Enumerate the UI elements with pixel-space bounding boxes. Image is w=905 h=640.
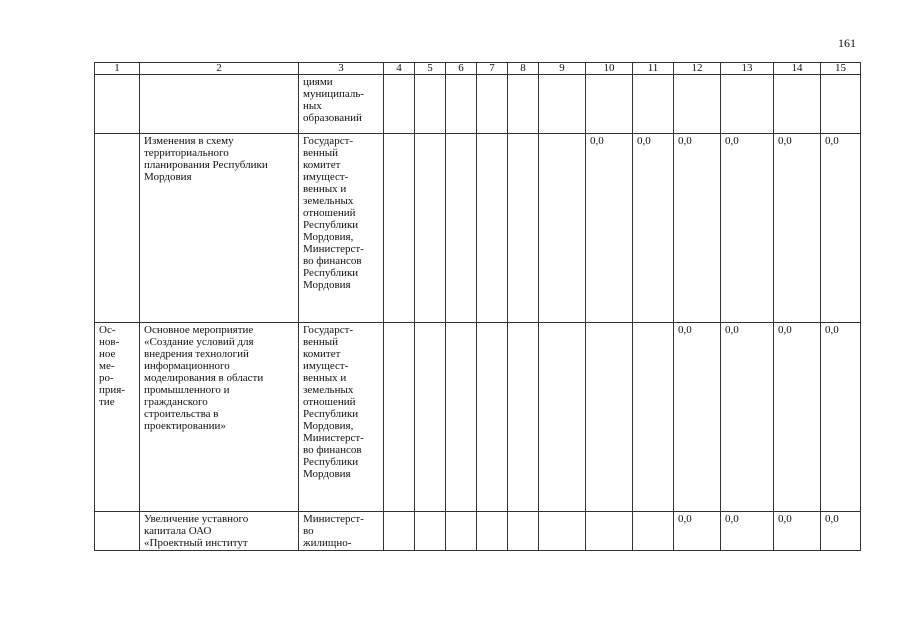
value-cell [586,323,633,512]
value-cell [384,323,415,512]
header-cell: 9 [539,63,586,75]
value-cell [446,75,477,134]
header-cell: 3 [299,63,384,75]
value-cell: 0,0 [774,134,821,323]
value-cell [415,323,446,512]
value-cell: 0,0 [674,134,721,323]
table-row [95,323,861,512]
table-row [95,512,861,551]
event-name-cell: Изменения в схему территориального планирования Республики Мордовия [140,134,299,323]
value-cell [774,75,821,134]
value-cell [721,75,774,134]
executor-cell: Государст- венный комитет имущест- венных и земельных отношений Республики Мордовия, Министерст- во финансов Республики Мордовия [299,323,384,512]
value-cell: 0,0 [633,134,674,323]
header-cell: 13 [721,63,774,75]
header-cell: 6 [446,63,477,75]
value-cell [633,512,674,551]
header-cell: 12 [674,63,721,75]
executor-cell: Министерст- во жилищно- [299,512,384,551]
value-cell: 0,0 [821,134,861,323]
page-number: 161 [838,36,856,50]
value-cell [384,512,415,551]
value-cell [446,323,477,512]
header-cell: 10 [586,63,633,75]
row-type-cell: Ос- нов- ное ме- ро- прия- тие [95,323,140,512]
event-name-cell: Увеличение уставного капитала ОАО «Проектный институт [140,512,299,551]
value-cell [633,75,674,134]
value-cell: 0,0 [774,323,821,512]
value-cell [477,75,508,134]
header-cell: 11 [633,63,674,75]
value-cell [586,75,633,134]
header-cell: 8 [508,63,539,75]
value-cell [586,512,633,551]
table-row [95,134,861,323]
table-row [95,75,861,134]
value-cell [477,323,508,512]
value-cell [446,134,477,323]
value-cell [384,134,415,323]
value-cell [508,323,539,512]
value-cell: 0,0 [674,512,721,551]
header-cell: 7 [477,63,508,75]
value-cell: 0,0 [821,512,861,551]
value-cell [508,75,539,134]
value-cell [821,75,861,134]
value-cell [477,512,508,551]
event-name-cell: Основное мероприятие «Создание условий для внедрения технологий информационного моделирования в области промышленного и гражданского строительства в проектировании» [140,323,299,512]
value-cell [539,512,586,551]
value-cell [539,75,586,134]
value-cell [539,323,586,512]
value-cell [415,134,446,323]
row-type-cell [95,134,140,323]
value-cell [539,134,586,323]
header-cell: 15 [821,63,861,75]
value-cell [415,75,446,134]
header-cell: 4 [384,63,415,75]
value-cell [674,75,721,134]
value-cell: 0,0 [674,323,721,512]
value-cell [508,512,539,551]
value-cell [508,134,539,323]
value-cell [415,512,446,551]
header-cell: 2 [140,63,299,75]
table-header-row [95,63,861,75]
value-cell [477,134,508,323]
executor-cell: Государст- венный комитет имущест- венных и земельных отношений Республики Мордовия, Министерст- во финансов Республики Мордовия [299,134,384,323]
executor-cell: циями муниципаль- ных образований [299,75,384,134]
header-cell: 5 [415,63,446,75]
row-type-cell [95,512,140,551]
value-cell [384,75,415,134]
data-table [94,62,861,551]
value-cell: 0,0 [721,512,774,551]
value-cell: 0,0 [721,134,774,323]
value-cell [446,512,477,551]
value-cell: 0,0 [721,323,774,512]
header-cell: 14 [774,63,821,75]
value-cell [633,323,674,512]
row-type-cell [95,75,140,134]
value-cell: 0,0 [586,134,633,323]
header-cell: 1 [95,63,140,75]
event-name-cell [140,75,299,134]
value-cell: 0,0 [821,323,861,512]
value-cell: 0,0 [774,512,821,551]
